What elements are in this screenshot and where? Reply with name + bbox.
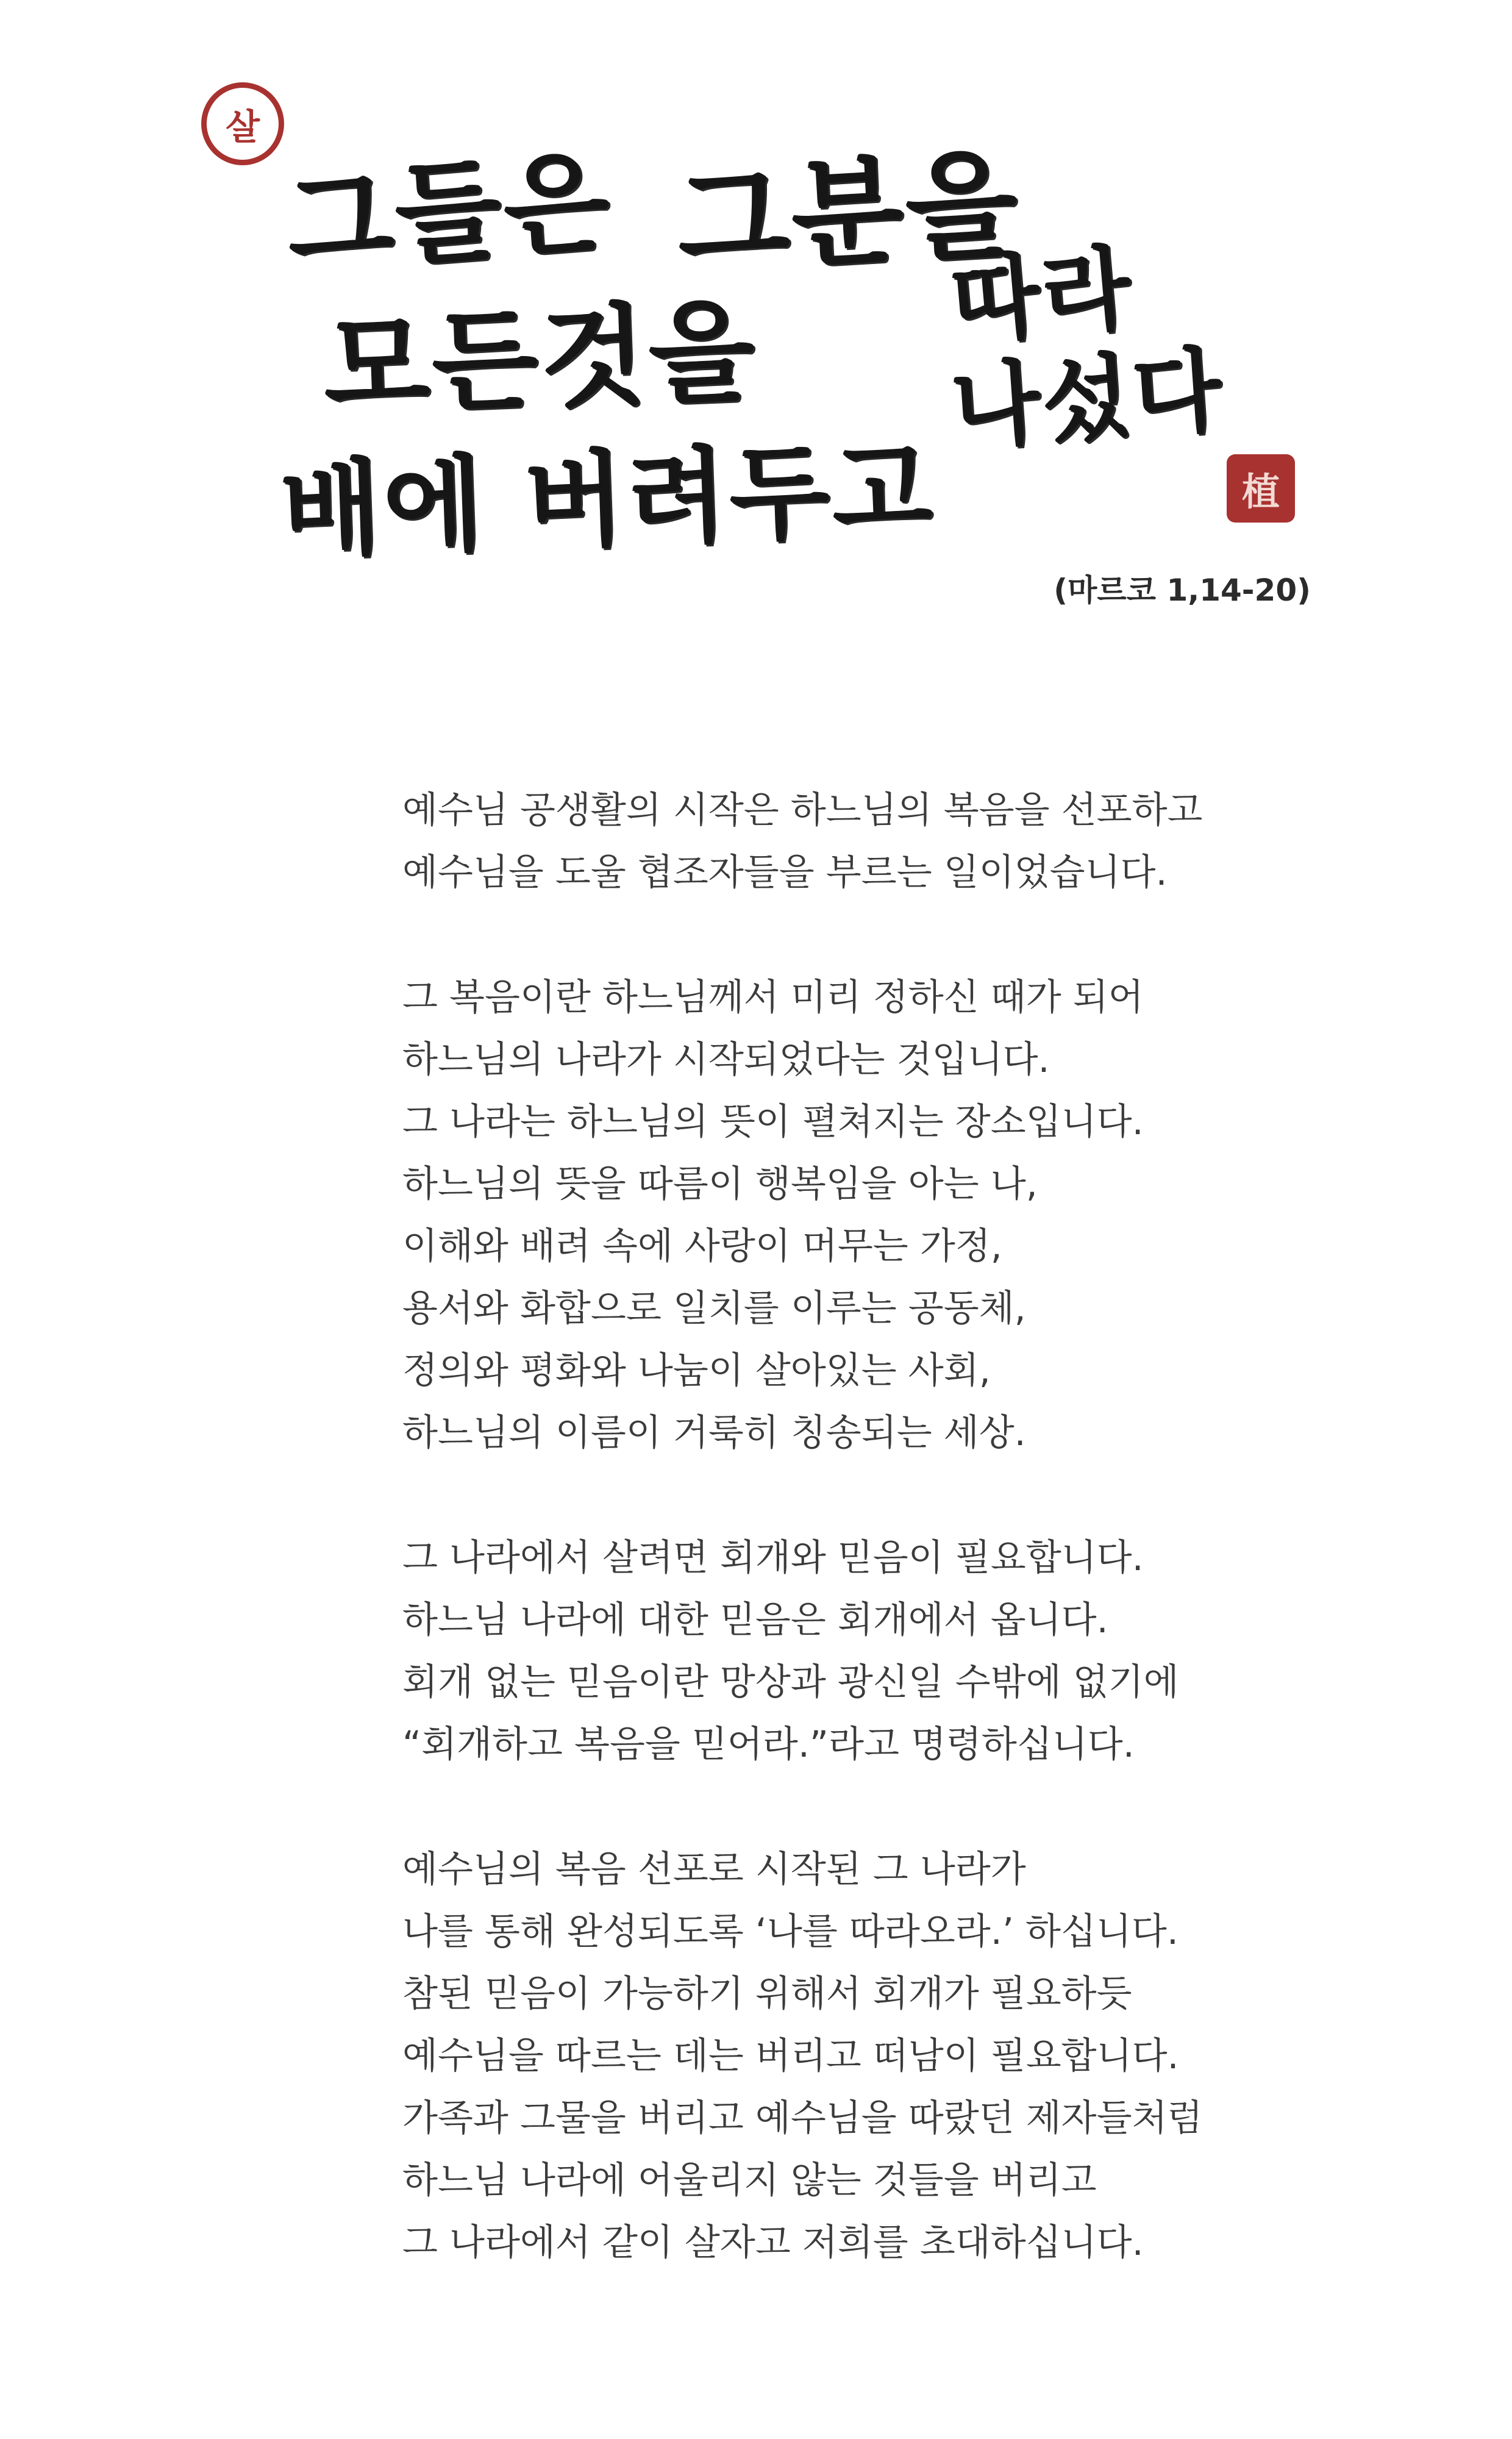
text-line: 가족과 그물을 버리고 예수님을 따랐던 제자들처럼 — [402, 2097, 1203, 2140]
text-line: 하느님의 뜻을 따름이 행복임을 아는 나, — [402, 1163, 1038, 1205]
text-line: 그 나라에서 같이 살자고 저희를 초대하십니다. — [402, 2221, 1144, 2264]
paragraph-4 — [402, 1838, 1329, 2274]
body-text — [402, 779, 1329, 2337]
text-line: 하느님의 이름이 거룩히 칭송되는 세상. — [402, 1412, 1026, 1454]
seal-stamp-bottom — [1227, 454, 1295, 523]
paragraph-1 — [402, 779, 1329, 904]
text-line: 나를 통해 완성되도록 ‘나를 따라오라.’ 하십니다. — [402, 1910, 1179, 1953]
calligraphy-line-6: 배에 버려두고 — [278, 428, 936, 572]
calligraphy-line-4: 모든것을 — [321, 288, 759, 431]
text-line: 회개 없는 믿음이란 망상과 광신일 수밖에 없기에 — [402, 1661, 1179, 1704]
calligraphy-line-5: 나섰다 — [947, 337, 1227, 462]
seal-top-text: 살 — [225, 106, 260, 148]
calligraphy-line-2: 그분을 — [673, 137, 1023, 290]
text-line: 참된 믿음이 가능하기 위해서 회개가 필요하듯 — [402, 1973, 1132, 2015]
text-line: 용서와 화합으로 일치를 이루는 공동체, — [402, 1287, 1026, 1330]
text-line: 그 복음이란 하느님께서 미리 정하신 때가 되어 — [402, 976, 1144, 1019]
scripture-citation: (마르코 1,14-20) — [1054, 573, 1311, 608]
paragraph-2 — [402, 966, 1329, 1464]
calligraphy-line-3: 따라 — [946, 235, 1137, 357]
text-line: 하느님 나라에 대한 믿음은 회개에서 옵니다. — [402, 1599, 1108, 1641]
text-line: 그 나라에서 살려면 회개와 믿음이 필요합니다. — [402, 1537, 1144, 1579]
text-line: 정의와 평화와 나눔이 살아있는 사회, — [402, 1349, 991, 1392]
text-line: 하느님 나라에 어울리지 않는 것들을 버리고 — [402, 2159, 1097, 2202]
paragraph-3 — [402, 1527, 1329, 1776]
seal-bottom-text: 植 — [1241, 469, 1280, 514]
text-line: 예수님을 도울 협조자들을 부르는 일이었습니다. — [402, 851, 1168, 894]
text-line: 예수님의 복음 선포로 시작된 그 나라가 — [402, 1848, 1026, 1891]
text-line: “회개하고 복음을 믿어라.”라고 명령하십니다. — [402, 1723, 1135, 1766]
text-line: 예수님 공생활의 시작은 하느님의 복음을 선포하고 — [402, 789, 1203, 832]
text-line: 예수님을 따르는 데는 버리고 떠남이 필요합니다. — [402, 2035, 1179, 2077]
text-line: 그 나라는 하느님의 뜻이 펼쳐지는 장소입니다. — [402, 1101, 1144, 1143]
calligraphy-line-1: 그들은 — [282, 138, 616, 288]
text-line: 이해와 배려 속에 사랑이 머무는 가정, — [402, 1225, 1002, 1268]
text-line: 하느님의 나라가 시작되었다는 것입니다. — [402, 1038, 1050, 1081]
